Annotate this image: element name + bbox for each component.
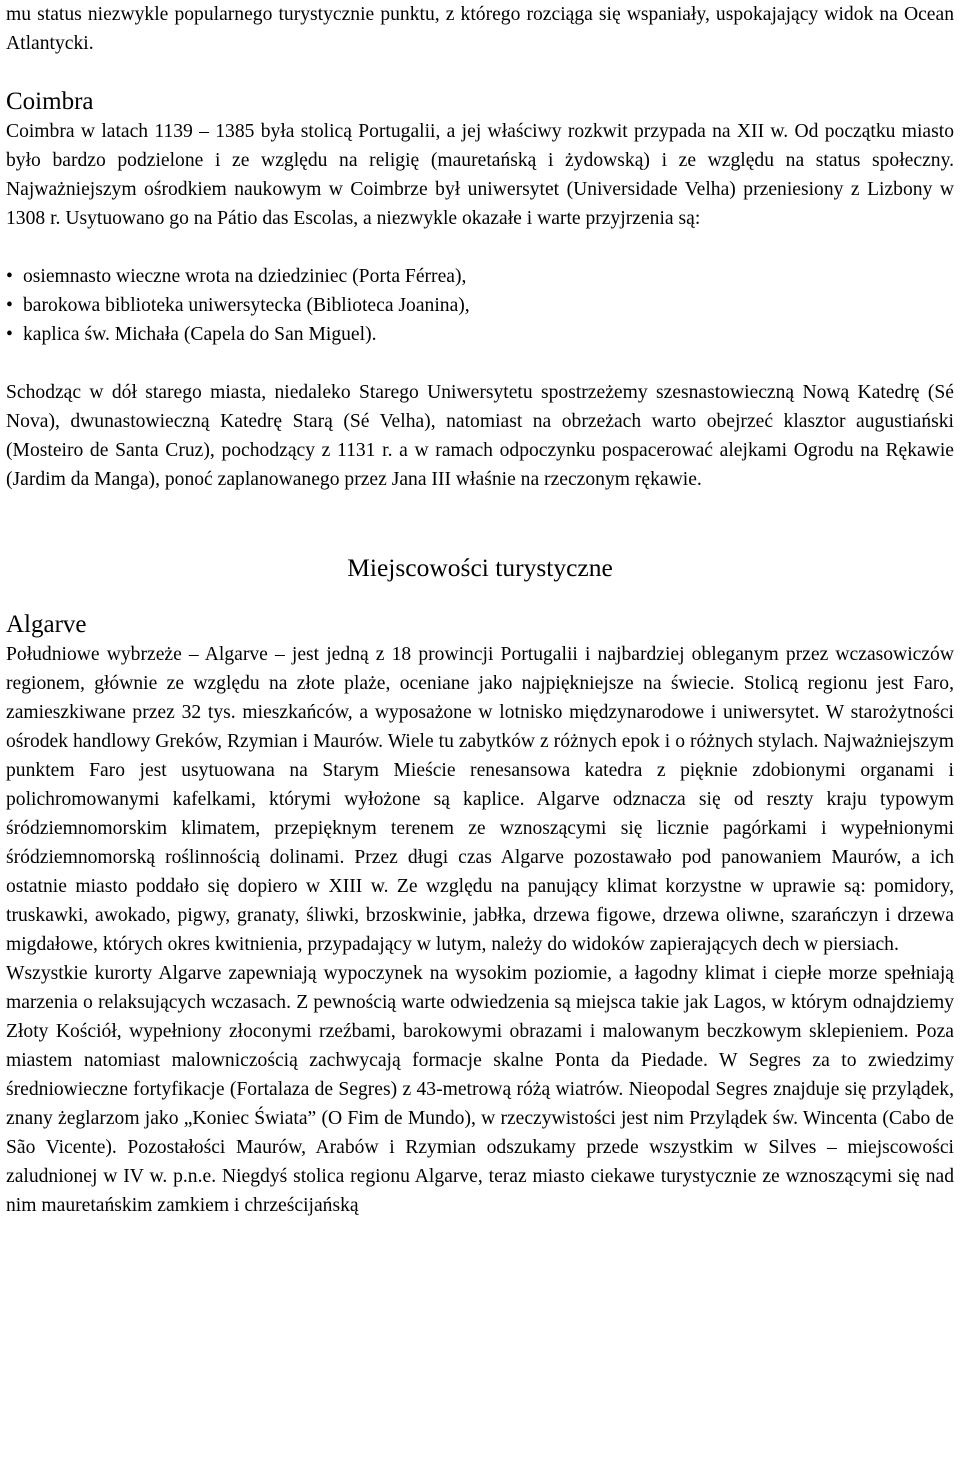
spacer: [6, 233, 954, 262]
section-title: Miejscowości turystyczne: [347, 553, 613, 582]
list-item: • kaplica św. Michała (Capela do San Miguel).: [6, 320, 954, 349]
algarve-paragraph-2: Wszystkie kurorty Algarve zapewniają wypoczynek na wysokim poziomie, a łagodny klimat i ciepłe morze spełniają marzenia o relaksujących wczasach. Z pewnością warte odwiedzenia są miejsca takie jak Lagos, w którym odnajdziemy Złoty Kościół, wypełniony złoconymi rzeźbami, barokowymi obrazami i malowanym beczkowym sklepieniem. Poza miastem natomiast malowniczością zachwycają formacje skalne Ponta da Piedade. W Segres za to zwiedzimy średniowieczne fortyfikacje (Fortalaza de Segres) z 43-metrową różą wiatrów. Nieopodal Segres znajduje się przylądek, znany żeglarzom jako „Koniec Świata” (O Fim de Mundo), w rzeczywistości jest nim Przylądek św. Wincenta (Cabo de São Vicente). Pozostałości Maurów, Arabów i Rzymian odszukamy przede wszystkim w Silves – miejscowości zaludnionej w IV w. p.n.e. Niegdyś stolica regionu Algarve, teraz miasto ciekawe turystycznie ze wznoszącymi się nad nim mauretańskim zamkiem i chrześcijańską: [6, 963, 954, 1216]
list-item: • osiemnasto wieczne wrota na dziedziniec (Porta Férrea),: [6, 262, 954, 291]
coimbra-bullet-list: [6, 262, 954, 349]
coimbra-heading: Coimbra: [6, 88, 94, 115]
coimbra-paragraph: Coimbra w latach 1139 – 1385 była stolicą Portugalii, a jej właściwy rozkwit przypada na XII w. Od początku miasto było bardzo podzielone i ze względu na religię (mauretańską i żydowską) i ze względu na status społeczny. Najważniejszym ośrodkiem naukowym w Coimbrze był uniwersytet (Universidade Velha) przeniesiony z Lizbony w 1308 r. Usytuowano go na Pátio das Escolas, a niezwykle okazałe i warte przyjrzenia są:: [6, 121, 954, 229]
document-page: [6, 0, 954, 1220]
spacer: [6, 58, 954, 87]
intro-paragraph: mu status niezwykle popularnego turystycznie punktu, z którego rozciąga się wspaniały, uspokajający widok na Ocean Atlantycki.: [6, 4, 954, 54]
list-item: • barokowa biblioteka uniwersytecka (Biblioteca Joanina),: [6, 291, 954, 320]
spacer: [6, 584, 954, 610]
algarve-heading: Algarve: [6, 611, 87, 638]
algarve-paragraph-1: Południowe wybrzeże – Algarve – jest jedną z 18 prowincji Portugalii i najbardziej obleganym przez wczasowiczów regionem, głównie ze względu na złote plaże, oceniane jako najpiękniejsze na świecie. Stolicą regionu jest Faro, zamieszkiwane przez 32 tys. mieszkańców, a wyposażone w lotnisko międzynarodowe i uniwersytet. W starożytności ośrodek handlowy Greków, Rzymian i Maurów. Wiele tu zabytków z różnych epok i o różnych stylach. Najważniejszym punktem Faro jest usytuowana na Starym Mieście renesansowa katedra z pięknie zdobionymi organami i polichromowanymi kafelkami, którymi wyłożone są kaplice. Algarve odznacza się od reszty kraju typowym śródziemnomorskim klimatem, przepięknym terenem ze wznoszącymi się licznie pagórkami i wypełnionymi śródziemnomorską roślinnością dolinami. Przez długi czas Algarve pozostawało pod panowaniem Maurów, a ich ostatnie miasto poddało się dopiero w XIII w. Ze względu na panujący klimat korzystne w uprawie są: pomidory, truskawki, awokado, pigwy, granaty, śliwki, brzoskwinie, jabłka, drzewa figowe, drzewa oliwne, szarańczyn i drzewa migdałowe, których okres kwitnienia, przypadający w lutym, należy do widoków zapierających dech w piersiach.: [6, 644, 954, 955]
coimbra-paragraph-2: Schodząc w dół starego miasta, niedaleko Starego Uniwersytetu spostrzeżemy szesnastowieczną Nową Katedrę (Sé Nova), dwunastowieczną Katedrę Starą (Sé Velha), natomiast na obrzeżach warto obejrzeć klasztor augustiański (Mosteiro de Santa Cruz), pochodzący z 1131 r. a w ramach odpoczynku pospacerować alejkami Ogrodu na Rękawie (Jardim da Manga), ponoć zaplanowanego przez Jana III właśnie na rzeczonym rękawie.: [6, 382, 954, 490]
spacer: [6, 494, 954, 552]
spacer: [6, 349, 954, 378]
